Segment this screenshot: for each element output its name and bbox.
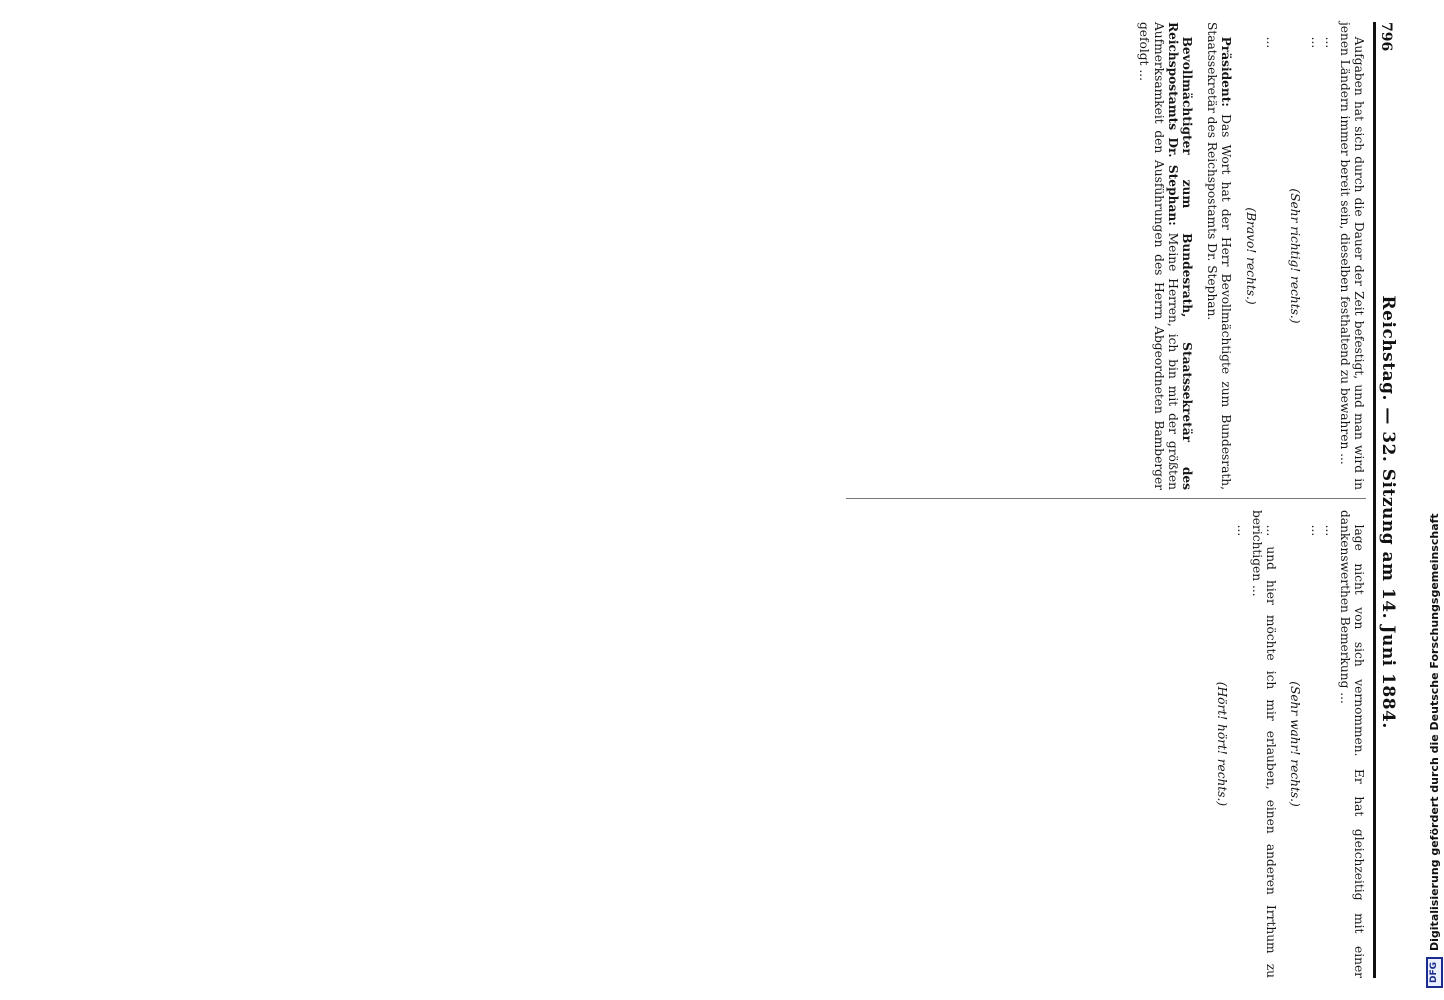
dfg-logo: DFG [1426,957,1443,988]
paragraph: ... [1263,36,1278,49]
applause-note: (Bravo! rechts.) [1243,207,1258,305]
column-divider [846,498,1366,499]
applause-note: (Sehr richtig! rechts.) [1288,188,1303,324]
paragraph: ... [1323,524,1338,537]
paragraph: ... und hier möchte ich mir erlauben, einen anderen Irrthum zu berichtigen ... [1249,510,1278,978]
paragraph: ... [1235,524,1250,537]
president-statement [1204,22,1233,490]
header-rule [1373,22,1376,978]
digitization-note [1424,12,1444,988]
statement-text: Meine Herren, ich bin mit der größten Aufmerksamkeit den Ausführungen des Herrn Abgeordneten Bamberger gefolgt ... [1137,22,1180,490]
paragraph: Aufgaben hat sich durch die Dauer der Zeit befestigt, und man wird in jenen Ländern immer bereit sein, dieselben festhaltend zu bewahren ... [1337,22,1366,490]
applause-note: (Hört! hört! rechts.) [1214,681,1229,807]
page-number: 796 [1378,22,1394,52]
paragraph: lage nicht von sich vernommen. Er hat gleichzeitig mit einer dankenswerthen Bemerkung ... [1337,510,1366,978]
page-header [1378,22,1404,978]
speaker-label: Präsident: [1219,36,1234,107]
paragraph: ... [1308,524,1323,537]
page-title: Reichstag. — 32. Sitzung am 14. Juni 1884. [1378,295,1398,729]
applause-note: (Sehr wahr! rechts.) [1288,681,1303,807]
right-column [86,510,1366,978]
speaker-statement [1137,22,1195,490]
header-spacer [1378,973,1394,978]
statement-text: Das Wort hat der Herr Bevollmächtigte zum Bundesrath, Staatssekretär des Reichspostamts Dr. Stephan. [1204,22,1234,490]
left-column [86,22,1366,490]
speaker-label: Bevollmächtigter zum Bundesrath, Staatssekretär des Reichspostamts Dr. Stephan: [1165,22,1195,490]
paragraph: ... [1308,36,1323,49]
footer-text: Digitalisierung gefördert durch die Deutsche Forschungsgemeinschaft [1427,513,1441,951]
footer-vertical [1406,12,1441,988]
paragraph: ... [1323,36,1338,49]
